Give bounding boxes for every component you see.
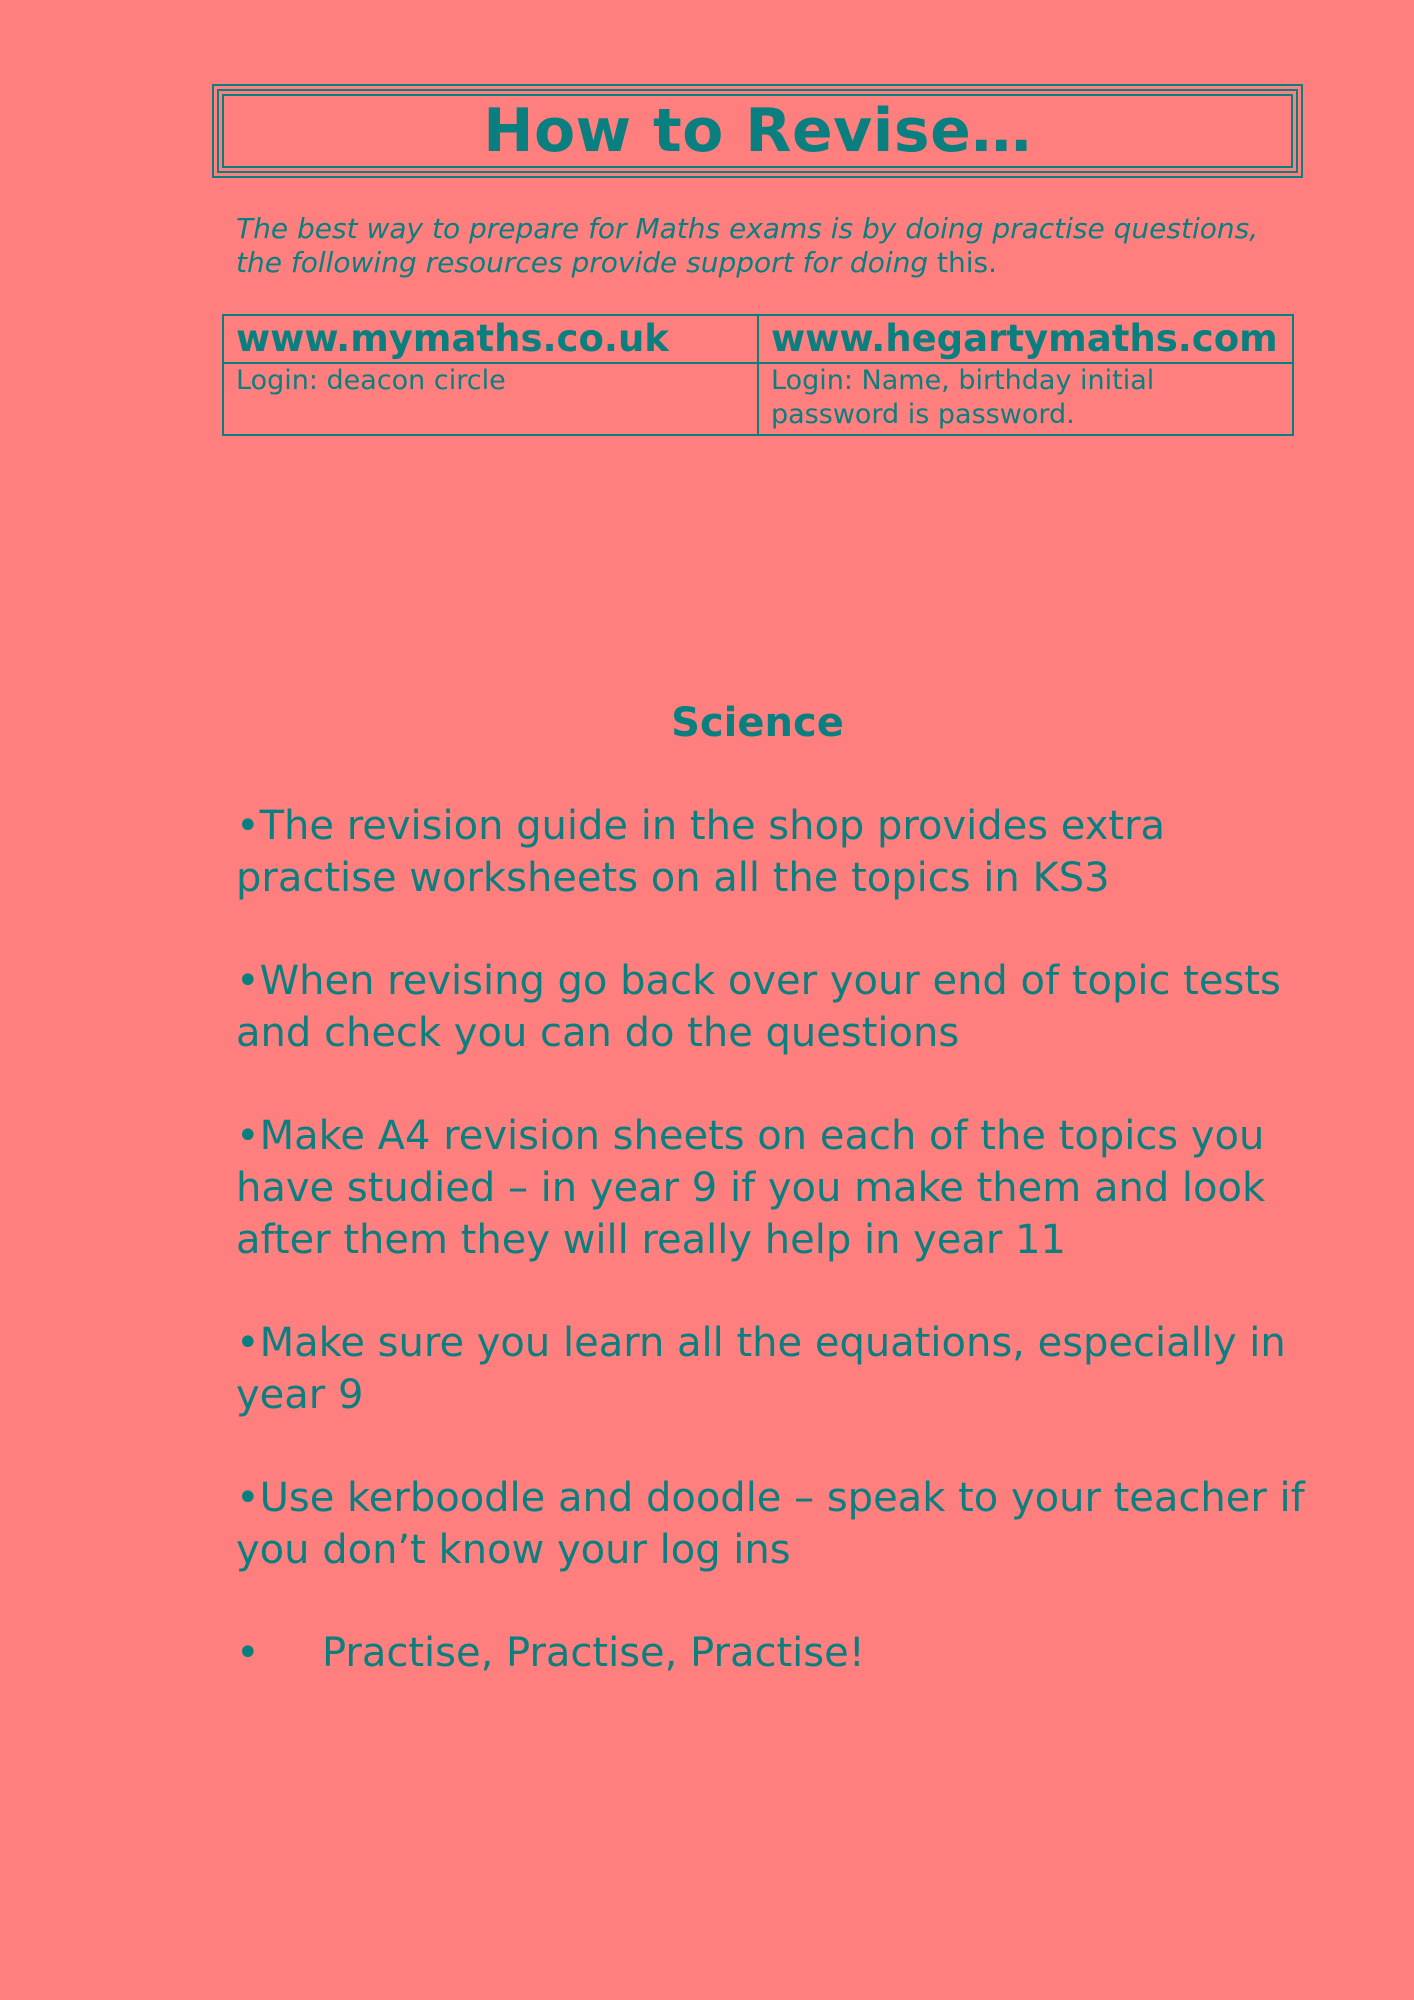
hegartymaths-link[interactable]: www.hegartymaths.com	[758, 315, 1293, 363]
science-bullet-list	[236, 800, 1306, 1730]
title-box	[212, 84, 1303, 178]
list-item: •Use kerboodle and doodle – speak to your teacher if you don’t know your log ins	[236, 1475, 1305, 1573]
mymaths-link[interactable]: www.mymaths.co.uk	[223, 315, 758, 363]
list-item: •Make A4 revision sheets on each of the topics you have studied – in year 9 if you make them and look after them they will really help in year 11	[236, 1113, 1266, 1263]
page-title: How to Revise…	[483, 96, 1032, 166]
mymaths-login: Login: deacon circle	[223, 363, 758, 435]
intro-plain-text: this.	[928, 246, 998, 279]
final-bullet-text: Practise, Practise, Practise!	[322, 1630, 865, 1676]
bullet-marker: •	[236, 1630, 260, 1676]
list-item	[236, 1627, 1306, 1679]
resources-table	[222, 314, 1294, 436]
science-heading: Science	[671, 700, 844, 746]
list-item: •The revision guide in the shop provides extra practise worksheets on all the topics in KS3	[236, 803, 1166, 901]
list-item: •Make sure you learn all the equations, especially in year 9	[236, 1320, 1286, 1418]
list-item: •When revising go back over your end of topic tests and check you can do the questions	[236, 958, 1281, 1056]
intro-paragraph	[236, 212, 1296, 280]
hegartymaths-login: Login: Name, birthday initial password is password.	[758, 363, 1293, 435]
table-row	[223, 363, 1293, 435]
intro-italic-text: The best way to prepare for Maths exams is by doing practise questions, the following resources provide support for doing	[236, 212, 1259, 279]
table-row	[223, 315, 1293, 363]
